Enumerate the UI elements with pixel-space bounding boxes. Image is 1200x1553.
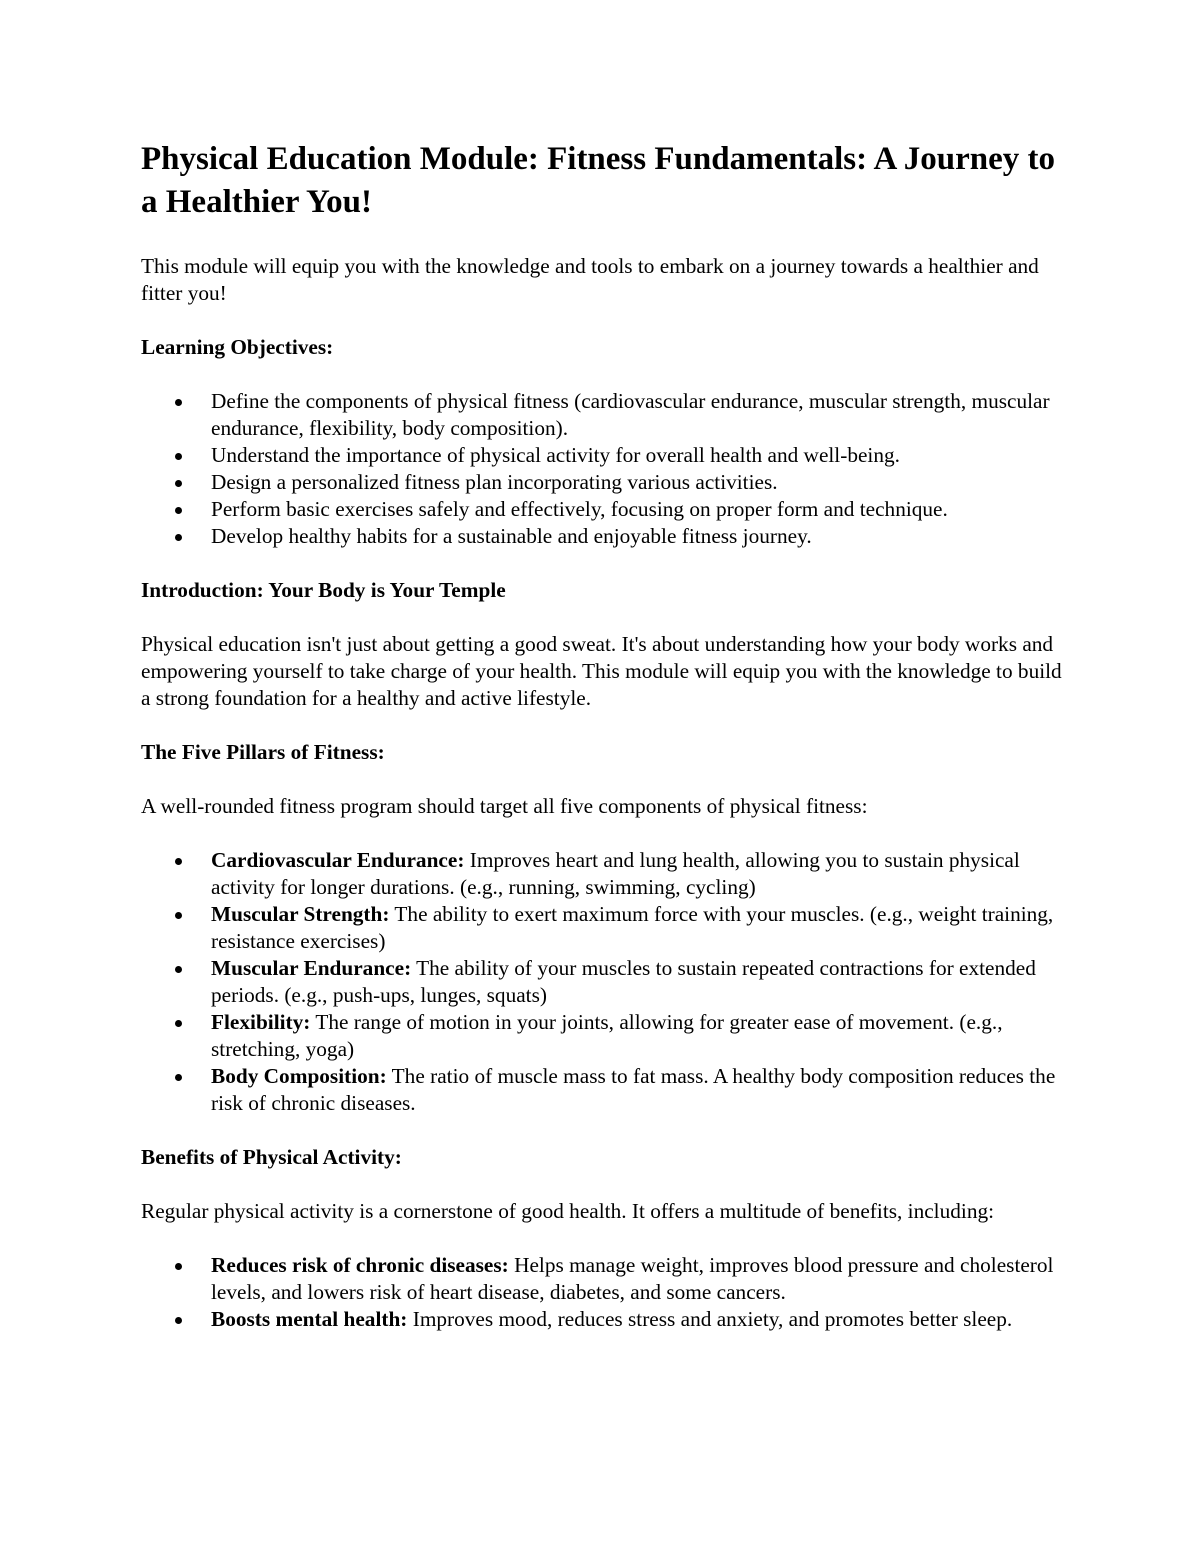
- list-item: Design a personalized fitness plan incorporating various activities.: [211, 469, 1066, 496]
- list-item: [211, 1009, 1066, 1063]
- list-item: [211, 901, 1066, 955]
- list-item-term: Flexibility:: [211, 1010, 311, 1034]
- benefits-paragraph: Regular physical activity is a cornerstone of good health. It offers a multitude of benefits, including:: [141, 1199, 995, 1223]
- introduction-heading: Introduction: Your Body is Your Temple: [141, 578, 506, 602]
- intro-paragraph: This module will equip you with the knowledge and tools to embark on a journey towards a healthier and fitter you!: [141, 254, 1039, 305]
- document-page: [141, 138, 1066, 1333]
- list-item: Define the components of physical fitness (cardiovascular endurance, muscular strength, muscular endurance, flexibility, body composition).: [211, 388, 1066, 442]
- learning-objectives-heading: Learning Objectives:: [141, 335, 334, 359]
- list-item: [211, 1063, 1066, 1117]
- list-item-term: Reduces risk of chronic diseases:: [211, 1253, 509, 1277]
- list-item-desc: Improves heart and lung health, allowing you to sustain physical activity for longer durations. (e.g., running, swimming, cycling): [211, 848, 1020, 899]
- list-item-term: Boosts mental health:: [211, 1307, 408, 1331]
- list-item: [211, 1252, 1066, 1306]
- introduction-paragraph: Physical education isn't just about getting a good sweat. It's about understanding how your body works and empowering yourself to take charge of your health. This module will equip you with the knowledge to build a strong foundation for a healthy and active lifestyle.: [141, 632, 1062, 710]
- list-item-term: Muscular Strength:: [211, 902, 390, 926]
- pillars-paragraph: A well-rounded fitness program should target all five components of physical fitness:: [141, 794, 868, 818]
- pillars-list: [141, 847, 1066, 1117]
- list-item-desc: The ability to exert maximum force with your muscles. (e.g., weight training, resistance exercises): [211, 902, 1054, 953]
- list-item-term: Muscular Endurance:: [211, 956, 412, 980]
- list-item: Understand the importance of physical activity for overall health and well-being.: [211, 442, 1066, 469]
- list-item-term: Body Composition:: [211, 1064, 387, 1088]
- list-item: Perform basic exercises safely and effectively, focusing on proper form and technique.: [211, 496, 1066, 523]
- benefits-heading: Benefits of Physical Activity:: [141, 1145, 402, 1169]
- list-item-desc: The range of motion in your joints, allowing for greater ease of movement. (e.g., stretching, yoga): [211, 1010, 1003, 1061]
- list-item-desc: Improves mood, reduces stress and anxiety, and promotes better sleep.: [407, 1307, 1013, 1331]
- list-item: [211, 847, 1066, 901]
- list-item-desc: Helps manage weight, improves blood pressure and cholesterol levels, and lowers risk of heart disease, diabetes, and some cancers.: [211, 1253, 1054, 1304]
- document-title: Physical Education Module: Fitness Fundamentals: A Journey to a Healthier You!: [141, 141, 1055, 220]
- list-item: [211, 955, 1066, 1009]
- list-item-desc: The ratio of muscle mass to fat mass. A healthy body composition reduces the risk of chronic diseases.: [211, 1064, 1056, 1115]
- pillars-heading: The Five Pillars of Fitness:: [141, 740, 385, 764]
- learning-objectives-list: [141, 388, 1066, 550]
- list-item: [211, 1306, 1066, 1333]
- list-item: Develop healthy habits for a sustainable and enjoyable fitness journey.: [211, 523, 1066, 550]
- list-item-term: Cardiovascular Endurance:: [211, 848, 465, 872]
- benefits-list: [141, 1252, 1066, 1333]
- list-item-desc: The ability of your muscles to sustain repeated contractions for extended periods. (e.g., push-ups, lunges, squats): [211, 956, 1036, 1007]
